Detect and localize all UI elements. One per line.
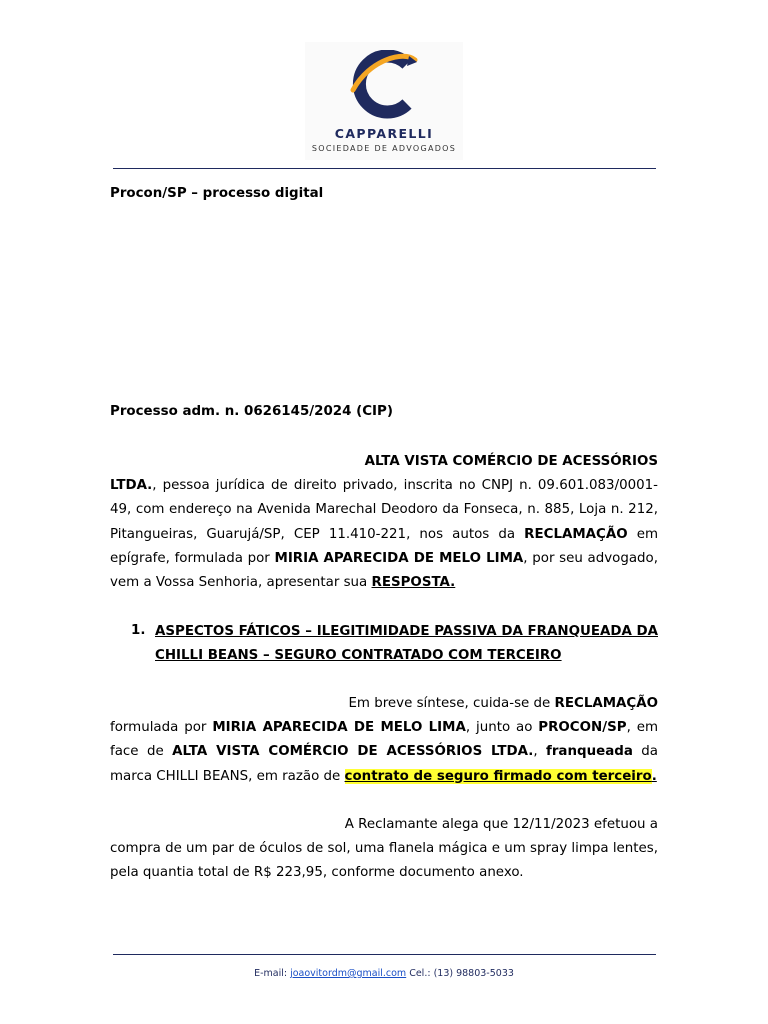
para2-highlight: contrato de seguro firmado com terceiro — [344, 768, 652, 784]
process-number: Processo adm. n. 0626145/2024 (CIP) — [110, 404, 393, 419]
brand-name: CAPPARELLI — [334, 126, 434, 141]
para2-text-2: , junto ao — [465, 720, 539, 735]
para2-text-0: Em breve síntese, cuida-se de — [348, 696, 555, 711]
intro-company-line: ALTA VISTA COMÉRCIO DE ACESSÓRIOS — [364, 454, 658, 469]
intro-company-suffix: LTDA. — [110, 478, 153, 493]
para2-reclamacao: RECLAMAÇÃO — [554, 696, 658, 711]
intro-text-1: , pessoa jurídica de direito privado, inscrita no CNPJ n. 09.601.083/0001-49, com endereço na Avenida Marechal Deodoro da Fonseca, n. 885, Loja n. 212, Pitangueiras, Guarujá/SP, CEP 11.410-221, nos autos da — [110, 478, 658, 542]
para2-first-line — [110, 692, 658, 716]
intro-paragraph — [110, 474, 658, 595]
para2-company: ALTA VISTA COMÉRCIO DE ACESSÓRIOS LTDA. — [172, 744, 534, 760]
para3-body: compra de um par de óculos de sol, uma flanela mágica e um spray limpa lentes, pela quantia total de R$ 223,95, conforme documento anexo. — [110, 841, 658, 881]
footer-phone: Cel.: (13) 98803-5033 — [406, 968, 514, 979]
addressee: Procon/SP – processo digital — [110, 186, 324, 201]
para2-text-6: . — [651, 768, 657, 784]
intro-text-2: em epígrafe, formulada por — [110, 526, 658, 566]
brand-subtitle: SOCIEDADE DE ADVOGADOS — [311, 144, 457, 153]
header-divider — [113, 168, 656, 169]
section-number: 1. — [131, 623, 146, 638]
para2-claimant: MIRIA APARECIDA DE MELO LIMA — [212, 720, 466, 735]
para2-franqueada: franqueada — [546, 744, 633, 760]
footer-divider — [113, 954, 656, 955]
company-logo — [305, 42, 463, 160]
para2-procon: PROCON/SP — [538, 720, 627, 735]
intro-claimant: MIRIA APARECIDA DE MELO LIMA — [274, 550, 524, 566]
para2-body — [110, 716, 658, 789]
para2-text-4: , — [533, 744, 546, 760]
footer-email-link[interactable]: joaovitordm@gmail.com — [290, 968, 407, 979]
intro-reclamacao: RECLAMAÇÃO — [524, 526, 628, 542]
intro-resposta: RESPOSTA. — [371, 575, 456, 591]
intro-text-3: , por seu advogado, vem a Vossa Senhoria, apresentar sua — [110, 550, 659, 591]
para3-first-line: A Reclamante alega que 12/11/2023 efetuou a — [344, 817, 658, 832]
para2-text-3: , em face de — [110, 720, 658, 760]
section-title: ASPECTOS FÁTICOS – ILEGITIMIDADE PASSIVA DA FRANQUEADA DA CHILLI BEANS – SEGURO CONTRATADO COM TERCEIRO — [155, 624, 658, 664]
para2-text-1: formulada por — [110, 720, 213, 735]
footer-contact — [0, 968, 768, 979]
capparelli-logo-icon — [349, 50, 419, 122]
footer-email-label: E-mail: — [254, 968, 291, 979]
para2-text-5: da marca CHILLI BEANS, em razão de — [110, 744, 658, 784]
